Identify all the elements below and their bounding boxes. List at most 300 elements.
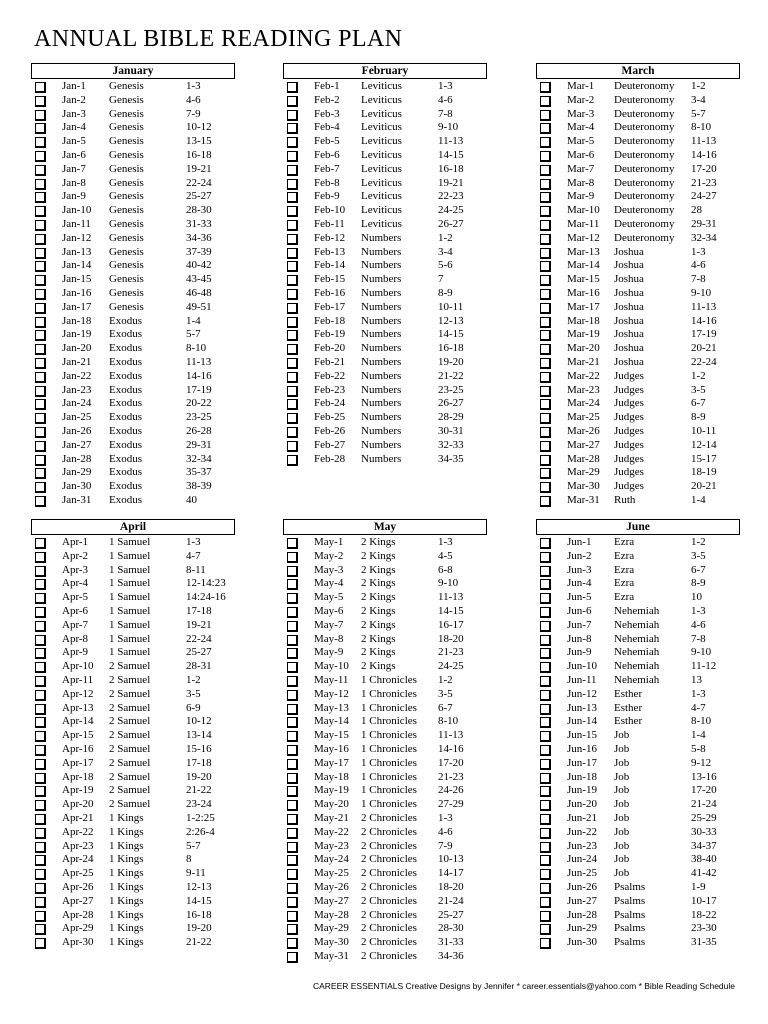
checkbox-icon[interactable] (35, 482, 46, 493)
reading-row (284, 743, 488, 757)
reading-chapters: 1-2 (691, 536, 706, 548)
reading-date: Apr-5 (62, 591, 89, 604)
checkbox-icon[interactable] (540, 317, 551, 328)
reading-book: Numbers (361, 355, 402, 368)
reading-book: Genesis (109, 231, 144, 244)
reading-date: Jun-3 (567, 563, 592, 576)
checkbox-icon[interactable] (287, 165, 298, 176)
checkbox-icon[interactable] (35, 842, 46, 853)
checkbox-icon[interactable] (35, 206, 46, 217)
checkbox-icon[interactable] (35, 593, 46, 604)
reading-chapters: 21-23 (438, 646, 464, 659)
checkbox-icon[interactable] (35, 800, 46, 811)
checkbox-icon[interactable] (35, 344, 46, 355)
checkbox-icon[interactable] (35, 303, 46, 314)
checkbox-icon[interactable] (540, 137, 551, 148)
checkbox-icon[interactable] (540, 800, 551, 811)
checkbox-icon[interactable] (287, 786, 298, 797)
month-block-march (537, 63, 741, 508)
reading-date: Jun-27 (567, 894, 597, 907)
reading-chapters: 4-6 (438, 825, 453, 838)
checkbox-icon[interactable] (35, 179, 46, 190)
reading-chapters: 12-13 (186, 880, 212, 893)
checkbox-icon[interactable] (540, 924, 551, 935)
checkbox-icon[interactable] (35, 372, 46, 383)
checkbox-icon[interactable] (287, 330, 298, 341)
checkbox-icon[interactable] (287, 552, 298, 563)
reading-book: 2 Chronicles (361, 853, 417, 866)
reading-chapters: 5-7 (691, 107, 706, 120)
reading-chapters: 40-42 (186, 259, 212, 272)
checkbox-icon[interactable] (35, 855, 46, 866)
checkbox-icon[interactable] (287, 441, 298, 452)
checkbox-icon[interactable] (287, 828, 298, 839)
reading-book: 2 Samuel (109, 673, 151, 686)
reading-date: Mar-29 (567, 466, 600, 479)
checkbox-icon[interactable] (540, 566, 551, 577)
checkbox-icon[interactable] (287, 344, 298, 355)
checkbox-icon[interactable] (540, 455, 551, 466)
checkbox-icon[interactable] (540, 192, 551, 203)
reading-row (32, 411, 236, 425)
reading-date: Apr-30 (62, 936, 94, 949)
checkbox-icon[interactable] (540, 828, 551, 839)
checkbox-icon[interactable] (540, 552, 551, 563)
checkbox-icon[interactable] (540, 717, 551, 728)
checkbox-icon[interactable] (540, 330, 551, 341)
reading-chapters: 24-27 (691, 190, 717, 203)
checkbox-icon[interactable] (287, 814, 298, 825)
reading-chapters: 1-2 (691, 80, 706, 92)
reading-book: 1 Chronicles (361, 742, 417, 755)
reading-date: Mar-16 (567, 286, 600, 299)
checkbox-icon[interactable] (287, 151, 298, 162)
reading-row (537, 715, 741, 729)
reading-chapters: 32-34 (186, 452, 212, 465)
reading-row (537, 121, 741, 135)
checkbox-icon[interactable] (540, 399, 551, 410)
reading-row (32, 149, 236, 163)
checkbox-icon[interactable] (35, 676, 46, 687)
reading-date: Mar-23 (567, 383, 600, 396)
checkbox-icon[interactable] (287, 303, 298, 314)
checkbox-icon[interactable] (287, 179, 298, 190)
reading-chapters: 34-36 (186, 231, 212, 244)
checkbox-icon[interactable] (287, 621, 298, 632)
checkbox-icon[interactable] (540, 662, 551, 673)
reading-row (32, 564, 236, 578)
checkbox-icon[interactable] (287, 192, 298, 203)
reading-book: Numbers (361, 438, 402, 451)
reading-chapters: 24-25 (438, 204, 464, 217)
checkbox-icon[interactable] (35, 192, 46, 203)
checkbox-icon[interactable] (287, 386, 298, 397)
checkbox-icon[interactable] (287, 96, 298, 107)
reading-row (284, 342, 488, 356)
checkbox-icon[interactable] (540, 745, 551, 756)
reading-date: Jan-3 (62, 107, 86, 120)
checkbox-icon[interactable] (35, 413, 46, 424)
checkbox-icon[interactable] (540, 234, 551, 245)
checkbox-icon[interactable] (540, 773, 551, 784)
reading-date: Mar-31 (567, 493, 600, 506)
checkbox-icon[interactable] (35, 496, 46, 507)
checkbox-icon[interactable] (287, 607, 298, 618)
checkbox-icon[interactable] (287, 413, 298, 424)
checkbox-icon[interactable] (35, 427, 46, 438)
checkbox-icon[interactable] (540, 179, 551, 190)
reading-chapters: 19-21 (438, 176, 464, 189)
checkbox-icon[interactable] (35, 566, 46, 577)
reading-date: Jan-27 (62, 438, 92, 451)
reading-row (537, 591, 741, 605)
checkbox-icon[interactable] (287, 275, 298, 286)
reading-row (32, 315, 236, 329)
checkbox-icon[interactable] (287, 110, 298, 121)
reading-chapters: 4-6 (691, 259, 706, 272)
checkbox-icon[interactable] (540, 344, 551, 355)
checkbox-icon[interactable] (540, 883, 551, 894)
checkbox-icon[interactable] (35, 690, 46, 701)
checkbox-icon[interactable] (540, 593, 551, 604)
checkbox-icon[interactable] (287, 579, 298, 590)
checkbox-icon[interactable] (540, 869, 551, 880)
checkbox-icon[interactable] (35, 110, 46, 121)
checkbox-icon[interactable] (540, 413, 551, 424)
reading-date: May-28 (314, 908, 349, 921)
checkbox-icon[interactable] (287, 800, 298, 811)
checkbox-icon[interactable] (35, 317, 46, 328)
reading-date: Jan-30 (62, 480, 92, 493)
checkbox-icon[interactable] (35, 704, 46, 715)
checkbox-icon[interactable] (540, 358, 551, 369)
reading-row (284, 812, 488, 826)
checkbox-icon[interactable] (35, 165, 46, 176)
checkbox-icon[interactable] (287, 855, 298, 866)
reading-book: 2 Kings (361, 632, 396, 645)
reading-date: Jan-18 (62, 314, 92, 327)
reading-date: Mar-13 (567, 245, 600, 258)
checkbox-icon[interactable] (540, 96, 551, 107)
checkbox-icon[interactable] (287, 773, 298, 784)
checkbox-icon[interactable] (287, 317, 298, 328)
reading-book: Genesis (109, 245, 144, 258)
checkbox-icon[interactable] (540, 842, 551, 853)
checkbox-icon[interactable] (540, 786, 551, 797)
checkbox-icon[interactable] (35, 234, 46, 245)
checkbox-icon[interactable] (540, 151, 551, 162)
reading-date: Mar-8 (567, 176, 595, 189)
checkbox-icon[interactable] (35, 261, 46, 272)
checkbox-icon[interactable] (35, 552, 46, 563)
checkbox-icon[interactable] (35, 96, 46, 107)
checkbox-icon[interactable] (540, 261, 551, 272)
checkbox-icon[interactable] (287, 220, 298, 231)
checkbox-icon[interactable] (35, 828, 46, 839)
checkbox-icon[interactable] (540, 538, 551, 549)
reading-row (32, 936, 236, 950)
checkbox-icon[interactable] (287, 593, 298, 604)
reading-row (284, 301, 488, 315)
reading-chapters: 26-28 (186, 424, 212, 437)
reading-chapters: 5-7 (186, 839, 201, 852)
checkbox-icon[interactable] (540, 275, 551, 286)
checkbox-icon[interactable] (540, 82, 551, 93)
checkbox-icon[interactable] (35, 759, 46, 770)
checkbox-icon[interactable] (35, 662, 46, 673)
reading-chapters: 11-13 (691, 300, 717, 313)
checkbox-icon[interactable] (35, 151, 46, 162)
checkbox-icon[interactable] (540, 731, 551, 742)
reading-date: Jan-10 (62, 204, 92, 217)
checkbox-icon[interactable] (540, 579, 551, 590)
checkbox-icon[interactable] (287, 82, 298, 93)
reading-chapters: 13-14 (186, 729, 212, 742)
checkbox-icon[interactable] (540, 690, 551, 701)
reading-row (284, 646, 488, 660)
reading-row (284, 674, 488, 688)
checkbox-icon[interactable] (35, 745, 46, 756)
reading-row (284, 936, 488, 950)
reading-chapters: 1-2 (438, 673, 453, 686)
checkbox-icon[interactable] (35, 648, 46, 659)
checkbox-icon[interactable] (35, 924, 46, 935)
checkbox-icon[interactable] (287, 137, 298, 148)
reading-date: Apr-11 (62, 673, 94, 686)
checkbox-icon[interactable] (35, 621, 46, 632)
checkbox-icon[interactable] (287, 690, 298, 701)
checkbox-icon[interactable] (540, 911, 551, 922)
reading-row (32, 494, 236, 508)
reading-chapters: 11-13 (438, 135, 464, 148)
reading-date: May-22 (314, 825, 349, 838)
reading-book: 1 Samuel (109, 604, 151, 617)
checkbox-icon[interactable] (35, 123, 46, 134)
checkbox-icon[interactable] (35, 275, 46, 286)
checkbox-icon[interactable] (35, 773, 46, 784)
checkbox-icon[interactable] (540, 621, 551, 632)
reading-date: May-3 (314, 563, 344, 576)
checkbox-icon[interactable] (540, 110, 551, 121)
reading-row (32, 550, 236, 564)
checkbox-icon[interactable] (287, 842, 298, 853)
checkbox-icon[interactable] (287, 123, 298, 134)
checkbox-icon[interactable] (540, 704, 551, 715)
reading-row (537, 163, 741, 177)
checkbox-icon[interactable] (287, 717, 298, 728)
reading-row (32, 619, 236, 633)
checkbox-icon[interactable] (35, 579, 46, 590)
reading-book: Exodus (109, 314, 142, 327)
reading-row (537, 439, 741, 453)
checkbox-icon[interactable] (287, 566, 298, 577)
checkbox-icon[interactable] (287, 897, 298, 908)
reading-row (284, 688, 488, 702)
checkbox-icon[interactable] (35, 717, 46, 728)
checkbox-icon[interactable] (35, 538, 46, 549)
reading-row (32, 480, 236, 494)
reading-row (284, 108, 488, 122)
checkbox-icon[interactable] (287, 883, 298, 894)
checkbox-icon[interactable] (35, 468, 46, 479)
reading-row (284, 660, 488, 674)
reading-book: 2 Kings (361, 549, 396, 562)
reading-chapters: 40 (186, 493, 197, 506)
reading-row (537, 550, 741, 564)
reading-book: 1 Chronicles (361, 729, 417, 742)
reading-row (284, 411, 488, 425)
reading-book: Genesis (109, 259, 144, 272)
checkbox-icon[interactable] (35, 883, 46, 894)
checkbox-icon[interactable] (287, 289, 298, 300)
checkbox-icon[interactable] (287, 704, 298, 715)
checkbox-icon[interactable] (35, 814, 46, 825)
checkbox-icon[interactable] (540, 220, 551, 231)
checkbox-icon[interactable] (540, 482, 551, 493)
checkbox-icon[interactable] (540, 897, 551, 908)
reading-row (32, 633, 236, 647)
reading-row (32, 660, 236, 674)
checkbox-icon[interactable] (35, 731, 46, 742)
reading-date: Jun-20 (567, 798, 597, 811)
reading-book: Numbers (361, 328, 402, 341)
checkbox-icon[interactable] (287, 399, 298, 410)
checkbox-icon[interactable] (287, 635, 298, 646)
reading-book: 2 Samuel (109, 715, 151, 728)
reading-date: Feb-1 (314, 80, 340, 92)
checkbox-icon[interactable] (287, 662, 298, 673)
checkbox-icon[interactable] (287, 759, 298, 770)
checkbox-icon[interactable] (287, 248, 298, 259)
checkbox-icon[interactable] (287, 206, 298, 217)
reading-list (284, 80, 488, 466)
checkbox-icon[interactable] (540, 938, 551, 949)
reading-row (32, 135, 236, 149)
checkbox-icon[interactable] (540, 206, 551, 217)
checkbox-icon[interactable] (540, 468, 551, 479)
reading-date: Feb-27 (314, 438, 346, 451)
checkbox-icon[interactable] (35, 220, 46, 231)
checkbox-icon[interactable] (35, 358, 46, 369)
reading-row (537, 218, 741, 232)
checkbox-icon[interactable] (287, 455, 298, 466)
reading-book: Ezra (614, 591, 635, 604)
checkbox-icon[interactable] (287, 427, 298, 438)
checkbox-icon[interactable] (35, 911, 46, 922)
reading-row (32, 812, 236, 826)
checkbox-icon[interactable] (287, 261, 298, 272)
reading-book: Joshua (614, 259, 644, 272)
reading-chapters: 4-7 (186, 549, 201, 562)
reading-chapters: 25-27 (186, 190, 212, 203)
checkbox-icon[interactable] (287, 731, 298, 742)
checkbox-icon[interactable] (540, 427, 551, 438)
reading-chapters: 30-33 (691, 825, 717, 838)
reading-date: Feb-25 (314, 411, 346, 424)
checkbox-icon[interactable] (35, 441, 46, 452)
checkbox-icon[interactable] (287, 234, 298, 245)
reading-date: Feb-22 (314, 369, 346, 382)
checkbox-icon[interactable] (540, 635, 551, 646)
reading-row (284, 135, 488, 149)
checkbox-icon[interactable] (35, 897, 46, 908)
checkbox-icon[interactable] (35, 137, 46, 148)
reading-date: Mar-12 (567, 231, 600, 244)
checkbox-icon[interactable] (540, 372, 551, 383)
reading-row (284, 232, 488, 246)
checkbox-icon[interactable] (35, 399, 46, 410)
reading-chapters: 21-23 (438, 770, 464, 783)
checkbox-icon[interactable] (540, 676, 551, 687)
checkbox-icon[interactable] (540, 289, 551, 300)
checkbox-icon[interactable] (287, 676, 298, 687)
reading-row (32, 605, 236, 619)
reading-book: 2 Samuel (109, 687, 151, 700)
checkbox-icon[interactable] (540, 648, 551, 659)
checkbox-icon[interactable] (35, 455, 46, 466)
reading-row (537, 246, 741, 260)
reading-chapters: 19-21 (186, 618, 212, 631)
checkbox-icon[interactable] (540, 441, 551, 452)
checkbox-icon[interactable] (35, 289, 46, 300)
checkbox-icon[interactable] (35, 635, 46, 646)
checkbox-icon[interactable] (287, 372, 298, 383)
footer-credit: CAREER ESSENTIALS Creative Designs by Jennifer * career.essentials@yahoo.com * Bible Reading Schedule (312, 981, 735, 991)
reading-chapters: 16-17 (438, 618, 464, 631)
checkbox-icon[interactable] (287, 745, 298, 756)
reading-row (284, 619, 488, 633)
reading-chapters: 7-8 (438, 107, 453, 120)
checkbox-icon[interactable] (540, 855, 551, 866)
checkbox-icon[interactable] (540, 386, 551, 397)
checkbox-icon[interactable] (287, 358, 298, 369)
checkbox-icon[interactable] (540, 303, 551, 314)
reading-chapters: 38-40 (691, 853, 717, 866)
checkbox-icon[interactable] (287, 952, 298, 963)
checkbox-icon[interactable] (287, 648, 298, 659)
checkbox-icon[interactable] (540, 496, 551, 507)
checkbox-icon[interactable] (35, 869, 46, 880)
checkbox-icon[interactable] (35, 607, 46, 618)
checkbox-icon[interactable] (287, 911, 298, 922)
checkbox-icon[interactable] (287, 869, 298, 880)
checkbox-icon[interactable] (540, 759, 551, 770)
checkbox-icon[interactable] (35, 82, 46, 93)
reading-row (537, 370, 741, 384)
reading-date: Jun-24 (567, 853, 597, 866)
checkbox-icon[interactable] (35, 938, 46, 949)
checkbox-icon[interactable] (540, 165, 551, 176)
reading-book: Psalms (614, 922, 646, 935)
reading-row (284, 453, 488, 467)
reading-date: May-26 (314, 880, 349, 893)
checkbox-icon[interactable] (540, 607, 551, 618)
reading-book: Ezra (614, 563, 635, 576)
checkbox-icon[interactable] (287, 924, 298, 935)
checkbox-icon[interactable] (540, 248, 551, 259)
reading-book: 2 Kings (361, 591, 396, 604)
reading-chapters: 10-11 (438, 300, 464, 313)
checkbox-icon[interactable] (35, 330, 46, 341)
checkbox-icon[interactable] (35, 386, 46, 397)
checkbox-icon[interactable] (35, 248, 46, 259)
checkbox-icon[interactable] (540, 123, 551, 134)
checkbox-icon[interactable] (540, 814, 551, 825)
checkbox-icon[interactable] (287, 938, 298, 949)
reading-date: Jun-15 (567, 729, 597, 742)
checkbox-icon[interactable] (35, 786, 46, 797)
checkbox-icon[interactable] (287, 538, 298, 549)
